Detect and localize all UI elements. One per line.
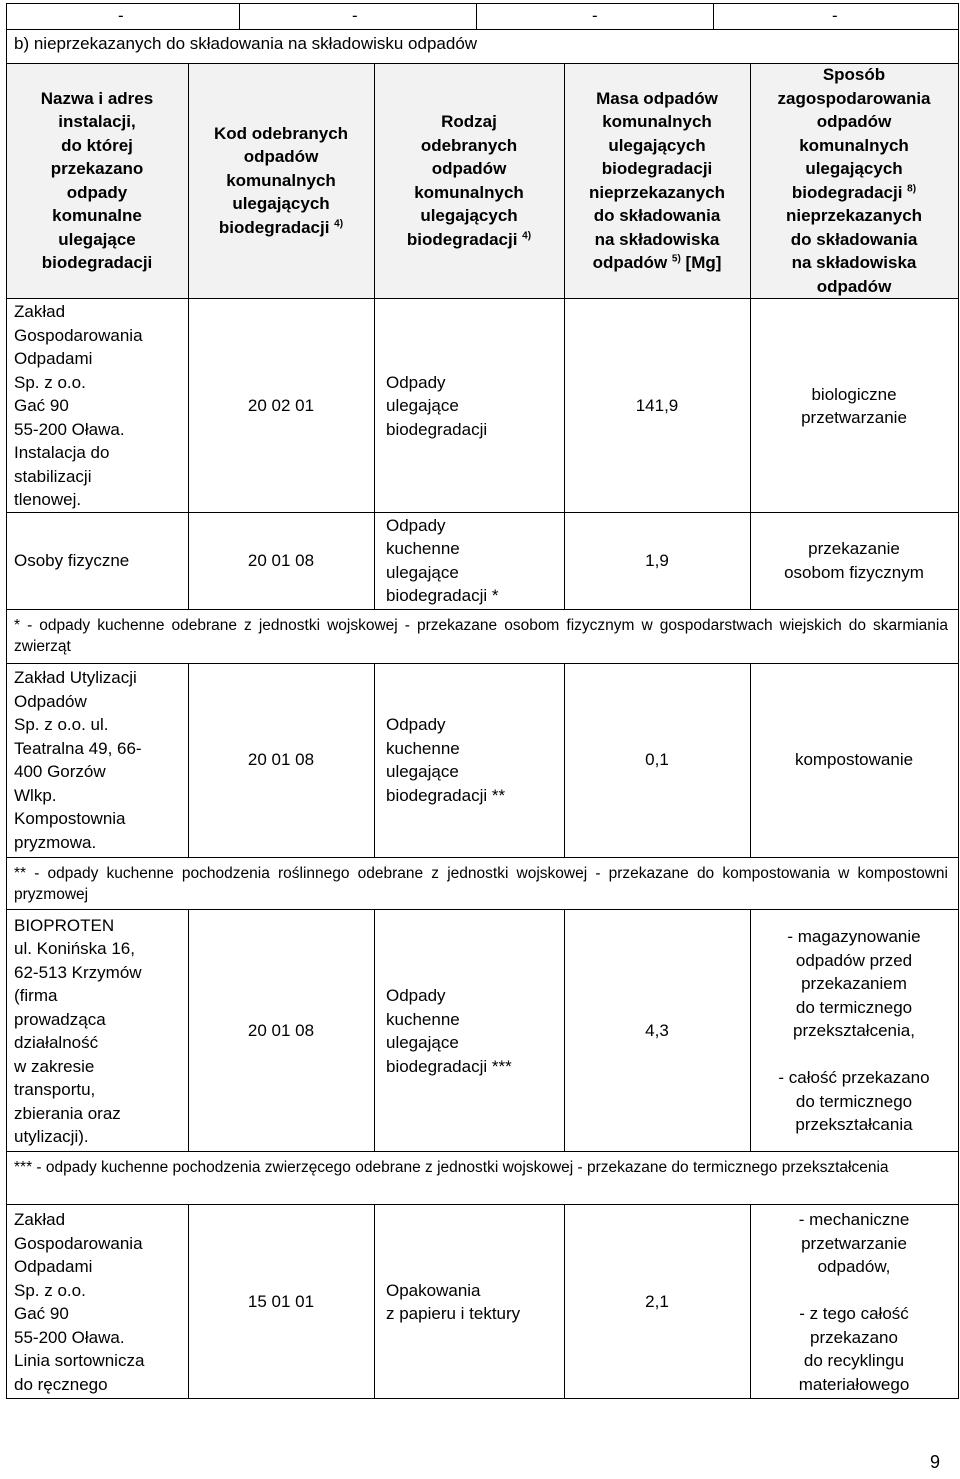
row5-installation-name: Zakład Gospodarowania Odpadami Sp. z o.o. Gać 90 55-200 Oława. Linia sortownicza do ręcznego (14, 1210, 145, 1394)
grid-line (6, 3, 7, 1399)
grid-line (6, 909, 958, 910)
grid-line (6, 609, 958, 610)
grid-line (6, 1151, 958, 1152)
row3-method: kompostowanie (794, 750, 914, 770)
row2-kind: Odpady kuchenne ulegające biodegradacji * (386, 515, 499, 605)
row1-mass: 141,9 (635, 396, 679, 416)
grid-line (374, 63, 375, 609)
footnote-double-star: ** - odpady kuchenne pochodzenia roślinnego odebrane z jednostki wojskowej - przekazane do kompostowania w kompostowni pryzmowej (14, 865, 948, 903)
grid-line (564, 909, 565, 1151)
grid-line (188, 909, 189, 1151)
top-dash-4: - (832, 6, 838, 25)
grid-line (6, 663, 958, 664)
grid-line (750, 1204, 751, 1398)
grid-line (564, 1204, 565, 1398)
row4-method: - magazynowanie odpadów przed przekazaniem do termicznego przekształcenia, - całość przekazano do termicznego przekształcania (778, 927, 930, 1135)
row3-mass: 0,1 (645, 750, 669, 770)
footnote-triple-star: *** - odpady kuchenne pochodzenia zwierzęcego odebrane z jednostki wojskowej - przekazane do termicznego przekształcenia (14, 1159, 889, 1176)
page-number: 9 (930, 1452, 941, 1472)
grid-line (6, 1204, 958, 1205)
row5-code: 15 01 01 (247, 1292, 315, 1312)
grid-line (6, 857, 958, 858)
row4-mass: 4,3 (645, 1021, 669, 1041)
row5-method: - mechaniczne przetwarzanie odpadów, - z tego całość przekazano do recyklingu materiałowego (798, 1210, 910, 1394)
row5-kind: Opakowania z papieru i tektury (386, 1280, 521, 1323)
header-installation-name: Nazwa i adres instalacji, do której przekazano odpady komunalne ulegające biodegradacji (40, 88, 154, 272)
row2-method: przekazanie osobom fizycznym (784, 539, 924, 582)
grid-line (239, 3, 240, 29)
header-waste-code: Kod odebranych odpadów komunalnych ulegających biodegradacji $^{4)}$ (213, 123, 349, 237)
header-waste-mass: Masa odpadów komunalnych ulegających biodegradacji nieprzekazanych do składowania na składowiska odpadów $^{5)}$ [Mg] (588, 88, 726, 272)
row4-kind: Odpady kuchenne ulegające biodegradacji *** (386, 986, 512, 1076)
grid-line (6, 298, 958, 299)
grid-line (750, 663, 751, 857)
grid-line (188, 1204, 189, 1398)
grid-line (958, 3, 959, 1399)
row3-installation-name: Zakład Utylizacji Odpadów Sp. z o.o. ul. Teatralna 49, 66- 400 Gorzów Wlkp. Kompostownia pryzmowa. (14, 668, 142, 852)
grid-line (6, 512, 958, 513)
grid-line (476, 3, 477, 29)
row1-installation-name: Zakład Gospodarowania Odpadami Sp. z o.o. Gać 90 55-200 Oława. Instalacja do stabilizacji tlenowej. (14, 302, 143, 510)
header-management-method: Sposób zagospodarowania odpadów komunalnych ulegających biodegradacji $^{8)}$ nieprzekazanych do składowania na składowiska odpadów (777, 65, 931, 296)
grid-line (6, 1398, 958, 1399)
grid-line (750, 909, 751, 1151)
top-dash-2: - (352, 6, 358, 25)
row2-mass: 1,9 (645, 550, 669, 570)
grid-line (374, 663, 375, 857)
row4-code: 20 01 08 (247, 1021, 315, 1041)
header-waste-kind: Rodzaj odebranych odpadów komunalnych ulegających biodegradacji $^{4)}$ (406, 112, 532, 249)
grid-line (6, 63, 958, 64)
row3-code: 20 01 08 (247, 750, 315, 770)
grid-line (713, 3, 714, 29)
row5-mass: 2,1 (645, 1292, 669, 1312)
grid-line (374, 1204, 375, 1398)
row3-kind: Odpady kuchenne ulegające biodegradacji ** (386, 715, 506, 805)
row2-code: 20 01 08 (247, 550, 315, 570)
row1-code: 20 02 01 (247, 396, 315, 416)
grid-line (564, 663, 565, 857)
grid-line (188, 663, 189, 857)
section-title: b) nieprzekazanych do składowania na składowisku odpadów (14, 34, 478, 53)
top-dash-3: - (592, 6, 598, 25)
row1-method: biologiczne przetwarzanie (801, 384, 907, 427)
row2-installation-name: Osoby fizyczne (14, 550, 130, 570)
row1-kind: Odpady ulegające biodegradacji (386, 372, 488, 439)
grid-line (564, 63, 565, 609)
footnote-single-star: * - odpady kuchenne odebrane z jednostki wojskowej - przekazane osobom fizycznym w gospodarstwach wiejskich do skarmiania zwierząt (14, 617, 948, 655)
grid-line (750, 63, 751, 609)
grid-line (188, 63, 189, 609)
grid-line (6, 3, 958, 4)
grid-line (6, 29, 958, 30)
grid-line (374, 909, 375, 1151)
row4-installation-name: BIOPROTEN ul. Konińska 16, 62-513 Krzymów (firma prowadząca działalność w zakresie transportu, zbierania oraz utylizacji). (14, 915, 142, 1146)
top-dash-1: - (118, 6, 124, 25)
